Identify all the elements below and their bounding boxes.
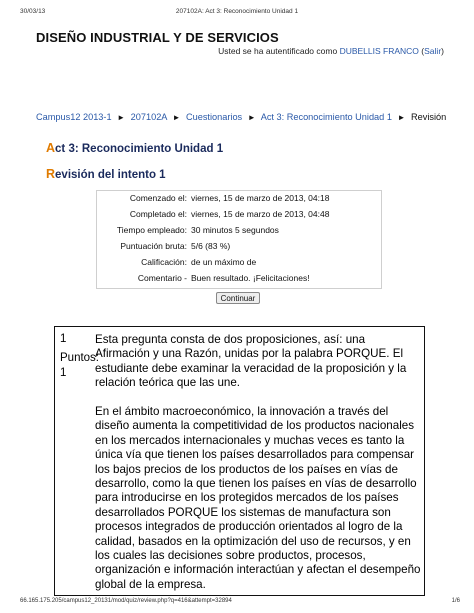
summary-row-time-taken [97,225,383,239]
print-header [0,8,474,20]
breadcrumb-current: Revisión [410,112,447,122]
attempt-summary-table [96,190,382,289]
summary-label: Calificación: [141,257,187,267]
question-statement: En el ámbito macroeconómico, la innovación a través del diseño aumenta la competitividad de los productos nacionales en los mercados internacionales y muchas veces es tanto la única vía que tienen los países desarrollados para compensar los bajos precios de los productos de los países en vías de desarrollo, como la que tienen los países en vías de desarrollo para introducirse en los protegidos mercados de los países desarrollados PORQUE los sistemas de manufactura son procesos integrados de producción orientados al logro de la calidad, basados en la optimización del uso de recursos, y en los cuales las decisiones sobre productos, procesos, organización e información interactúan y afectan el desempeño global de la empresa. [95,405,421,591]
summary-row-raw-score [97,241,383,255]
activity-title-rest: ct 3: Reconocimiento Unidad 1 [55,143,224,155]
summary-label: Comenzado el: [129,193,187,203]
breadcrumb-arrow-icon: ► [247,113,256,122]
print-doc-title: 207102A: Act 3: Reconocimiento Unidad 1 [175,8,299,15]
breadcrumb-quizzes[interactable]: Cuestionarios [185,112,243,122]
activity-title [46,141,223,155]
question-number: 1 [60,333,67,345]
question-points-value: 1 [60,367,67,379]
summary-value: 5/6 (83 %) [191,241,231,251]
review-title-initial: R [46,167,56,181]
summary-row-feedback [97,273,383,287]
summary-row-started [97,193,383,207]
breadcrumb-arrow-icon: ► [397,113,406,122]
summary-row-completed [97,209,383,223]
review-title-rest: evisión del intento 1 [55,169,166,181]
print-page-number: 1/6 [451,598,460,604]
breadcrumb-arrow-icon: ► [172,113,181,122]
breadcrumb [36,112,446,122]
breadcrumb-course[interactable]: 207102A [130,112,167,122]
login-info [218,46,444,56]
print-footer [0,598,474,608]
print-url: 66.165.175.205/campus12_20131/mod/quiz/review.php?q=416&attempt=32894 [20,598,232,604]
logout-link[interactable]: Salir [424,46,442,56]
question-1 [54,326,425,596]
site-title[interactable]: DISEÑO INDUSTRIAL Y DE SERVICIOS [36,30,279,45]
summary-value: Buen resultado. ¡Felicitaciones! [191,273,310,283]
summary-value: de un máximo de [191,257,257,267]
user-profile-link[interactable]: DUBELLIS FRANCO [339,46,419,56]
summary-row-grade [97,257,383,271]
breadcrumb-activity[interactable]: Act 3: Reconocimiento Unidad 1 [260,112,392,122]
breadcrumb-arrow-icon: ► [117,113,126,122]
review-title [46,167,166,181]
activity-title-initial: A [46,141,56,155]
breadcrumb-campus[interactable]: Campus12 2013-1 [36,112,112,122]
summary-value: viernes, 15 de marzo de 2013, 04:18 [191,193,330,203]
close-paren: ) [441,46,444,56]
continue-button[interactable]: Continuar [216,292,260,304]
question-text [95,333,421,596]
summary-value: 30 minutos 5 segundos [191,225,279,235]
open-paren: ( [421,46,425,56]
login-prefix: Usted se ha autentificado como [218,46,338,56]
summary-label: Comentario - [137,273,187,283]
summary-label: Tiempo empleado: [116,225,187,235]
question-points-label: Puntos: [60,352,99,364]
summary-label: Completado el: [129,209,187,219]
summary-value: viernes, 15 de marzo de 2013, 04:48 [191,209,330,219]
print-date: 30/03/13 [20,8,46,15]
summary-label: Puntuación bruta: [120,241,187,251]
question-instructions: Esta pregunta consta de dos proposiciones, así: una Afirmación y una Razón, unidas por la palabra PORQUE. El estudiante debe examinar la veracidad de la proposición y la relación teórica que las une. [95,333,407,390]
